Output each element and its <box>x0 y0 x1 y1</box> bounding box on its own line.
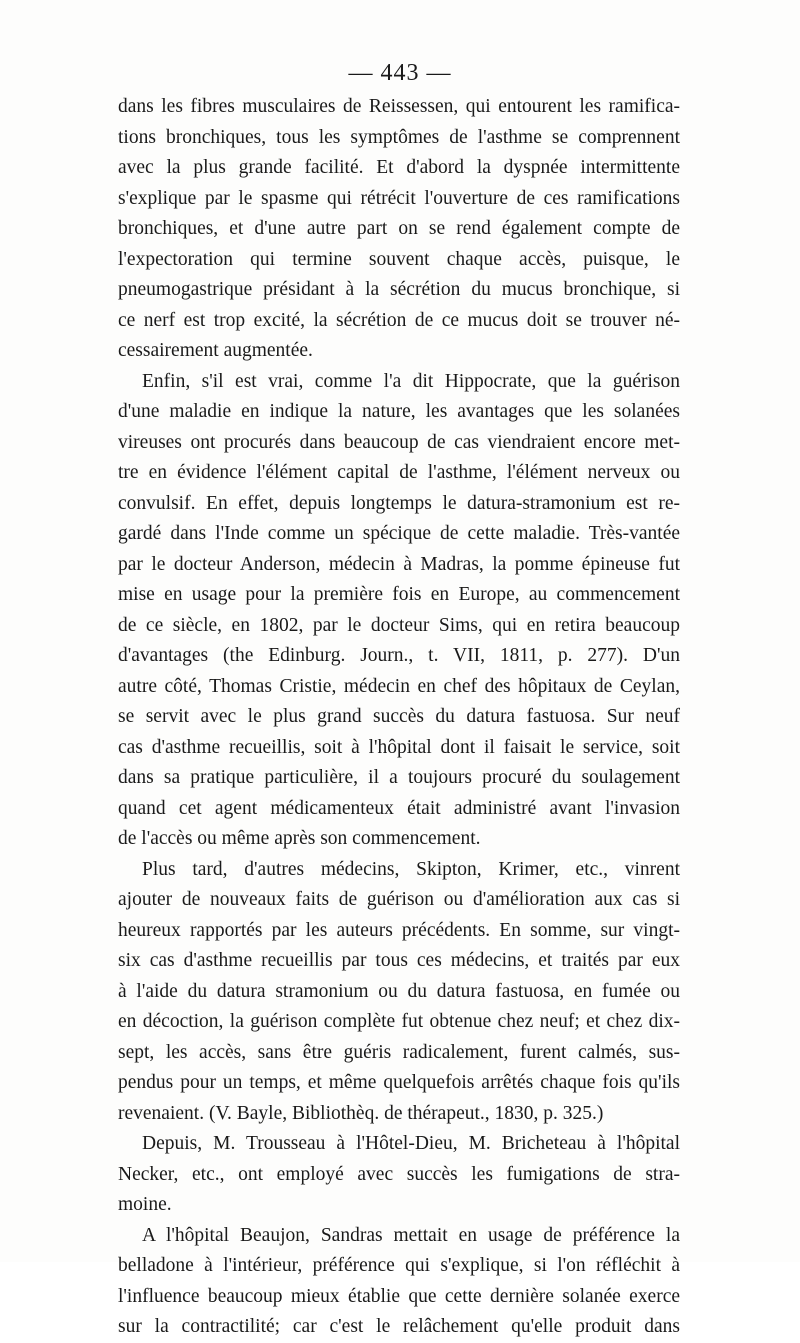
text-line: se servit avec le plus grand succès du datura fastuosa. Sur neuf <box>118 706 680 727</box>
text-line: mise en usage pour la première fois en Europe, au commencement <box>118 584 680 605</box>
text-line: en décoction, la guérison complète fut obtenue chez neuf; et chez dix- <box>118 1011 680 1032</box>
text-line: tre en évidence l'élément capital de l'asthme, l'élément nerveux ou <box>118 462 680 483</box>
text-line: pneumogastrique présidant à la sécrétion du mucus bronchique, si <box>118 279 680 300</box>
text-line: ce nerf est trop excité, la sécrétion de ce mucus doit se trouver né- <box>118 309 680 331</box>
text-line: convulsif. En effet, depuis longtemps le datura-stramonium est re- <box>118 492 680 514</box>
text-line: dans les fibres musculaires de Reissessen, qui entourent les ramifica- <box>118 96 680 117</box>
text-line: gardé dans l'Inde comme un spécique de cette maladie. Très-vantée <box>118 523 680 544</box>
text-line: heureux rapportés par les auteurs précédents. En somme, sur vingt- <box>118 919 680 941</box>
text-line: vireuses ont procurés dans beaucoup de cas viendraient encore met- <box>118 431 680 453</box>
text-line: sur la contractilité; car c'est le relâchement qu'elle produit dans <box>118 1316 680 1337</box>
text-line: Enfin, s'il est vrai, comme l'a dit Hippocrate, que la guérison <box>142 370 680 392</box>
text-line: Depuis, M. Trousseau à l'Hôtel-Dieu, M. Bricheteau à l'hôpital <box>142 1133 680 1154</box>
text-line: moine. <box>118 1194 172 1215</box>
page-number: — 443 — <box>348 60 452 86</box>
text-line: six cas d'asthme recueillis par tous ces médecins, et traités par eux <box>118 950 680 971</box>
text-line: l'expectoration qui termine souvent chaque accès, puisque, le <box>118 248 680 270</box>
text-line: quand cet agent médicamenteux était administré avant l'invasion <box>118 797 680 819</box>
text-line: l'influence beaucoup mieux établie que cette dernière solanée exerce <box>118 1285 680 1307</box>
text-line: de ce siècle, en 1802, par le docteur Sims, qui en retira beaucoup <box>118 614 680 636</box>
text-line: de l'accès ou même après son commencement. <box>118 828 481 849</box>
text-line: ajouter de nouveaux faits de guérison ou d'amélioration aux cas si <box>118 889 680 910</box>
text-line: dans sa pratique particulière, il a toujours procuré du soulagement <box>118 767 680 788</box>
text-line: d'avantages (the Edinburg. Journ., t. VII, 1811, p. 277). D'un <box>118 645 680 666</box>
text-line: d'une maladie en indique la nature, les avantages que les solanées <box>118 401 680 422</box>
text-line: sept, les accès, sans être guéris radicalement, furent calmés, sus- <box>118 1041 680 1063</box>
text-line: tions bronchiques, tous les symptômes de l'asthme se comprennent <box>118 126 680 148</box>
text-line: Necker, etc., ont employé avec succès les fumigations de stra- <box>118 1163 680 1185</box>
text-line: s'explique par le spasme qui rétrécit l'ouverture de ces ramifications <box>118 187 680 209</box>
text-line: pendus pour un temps, et même quelquefois arrêtés chaque fois qu'ils <box>118 1072 680 1093</box>
text-line: à l'aide du datura stramonium ou du datura fastuosa, en fumée ou <box>118 980 680 1002</box>
text-line: avec la plus grande facilité. Et d'abord la dyspnée intermittente <box>118 157 680 178</box>
text-line: bronchiques, et d'une autre part on se rend également compte de <box>118 218 680 239</box>
text-line: Plus tard, d'autres médecins, Skipton, Krimer, etc., vinrent <box>142 858 680 880</box>
text-line: A l'hôpital Beaujon, Sandras mettait en usage de préférence la <box>142 1224 680 1246</box>
text-line: belladone à l'intérieur, préférence qui s'explique, si l'on réfléchit à <box>118 1255 680 1276</box>
text-line: cessairement augmentée. <box>118 340 313 361</box>
body-text <box>118 92 680 1343</box>
text-line: cas d'asthme recueillis, soit à l'hôpital dont il faisait le service, soit <box>118 736 680 758</box>
text-line: autre côté, Thomas Cristie, médecin en chef des hôpitaux de Ceylan, <box>118 675 680 697</box>
text-line: revenaient. (V. Bayle, Bibliothèq. de thérapeut., 1830, p. 325.) <box>118 1102 604 1124</box>
text-line: par le docteur Anderson, médecin à Madras, la pomme épineuse fut <box>118 553 680 575</box>
